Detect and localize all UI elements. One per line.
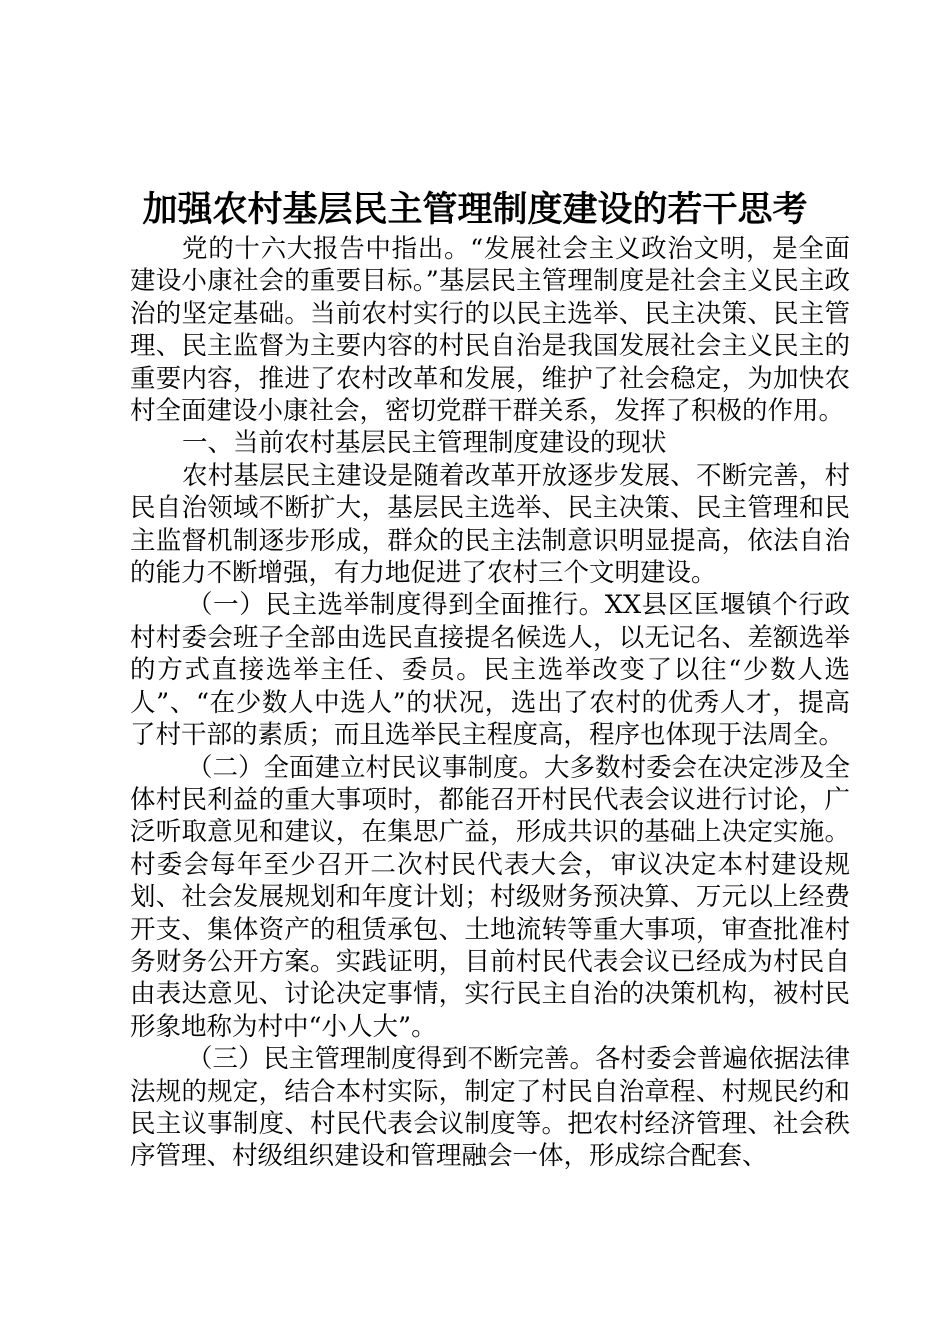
paragraph-intro: 党的十六大报告中指出。“发展社会主义政治文明，是全面建设小康社会的重要目标。”基层民主管理制度是社会主义民主政治的坚定基础。当前农村实行的以民主选举、民主决策、民主管理、民主监督为主要内容的村民自治是我国发展社会主义民主的重要内容，推进了农村改革和发展，维护了社会稳定，为加快农村全面建设小康社会，密切党群干群关系，发挥了积极的作用。: [130, 234, 850, 427]
document-title: 加强农村基层民主管理制度建设的若干思考: [142, 189, 808, 230]
paragraph-subsection-1: （一）民主选举制度得到全面推行。XX县区匡堰镇个行政村村委会班子全部由选民直接提名候选人，以无记名、差额选举的方式直接选举主任、委员。民主选举改变了以往“少数人选人”、“在少数人中选人”的状况，选出了农村的优秀人才，提高了村干部的素质；而且选举民主程度高，程序也体现于法周全。: [130, 590, 850, 751]
section-heading-1: 一、当前农村基层民主管理制度建设的现状: [182, 428, 667, 459]
paragraph-subsection-2: （二）全面建立村民议事制度。大多数村委会在决定涉及全体村民利益的重大事项时，都能召开村民代表会议进行讨论，广泛听取意见和建议，在集思广益，形成共识的基础上决定实施。村委会每年至少召开二次村民代表大会，审议决定本村建设规划、社会发展规划和年度计划；村级财务预决算、万元以上经费开支、集体资产的租赁承包、土地流转等重大事项，审查批准村务财务公开方案。实践证明，目前村民代表会议已经成为村民自由表达意见、讨论决定事情，实行民主自治的决策机构，被村民形象地称为村中“小人大”。: [130, 752, 851, 1042]
document-body: [130, 233, 850, 1173]
paragraph-subsection-3: （三）民主管理制度得到不断完善。各村委会普遍依据法律法规的规定，结合本村实际，制定了村民自治章程、村规民约和民主议事制度、村民代表会议制度等。把农村经济管理、社会秩序管理、村级组织建设和管理融会一体，形成综合配套、: [130, 1044, 851, 1172]
paragraph-status: 农村基层民主建设是随着改革开放逐步发展、不断完善，村民自治领域不断扩大，基层民主选举、民主决策、民主管理和民主监督机制逐步形成，群众的民主法制意识明显提高，依法自治的能力不断增强，有力地促进了农村三个文明建设。: [130, 460, 850, 589]
